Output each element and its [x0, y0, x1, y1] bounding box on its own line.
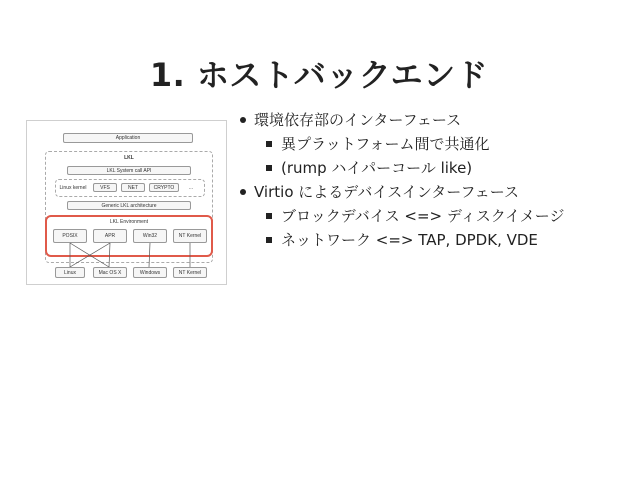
host-macos-box: Mac OS X — [93, 267, 127, 278]
slide-title: 1. ホストバックエンド — [149, 56, 489, 94]
linux-kernel-label: Linux kernel — [59, 184, 87, 191]
bullet-square-icon — [266, 165, 272, 171]
sub-bullet-item — [240, 156, 630, 180]
sub-bullet-item — [240, 228, 630, 252]
net-box: NET — [121, 183, 145, 192]
more-subsystems: ... — [188, 184, 194, 191]
sub-bullet-item — [240, 132, 630, 156]
bullet-text: ブロックデバイス <=> ディスクイメージ — [281, 207, 565, 225]
sub-bullet-item — [240, 204, 630, 228]
vfs-box: VFS — [93, 183, 117, 192]
host-windows-box: Windows — [133, 267, 167, 278]
lkl-architecture-diagram — [26, 120, 227, 285]
bullet-square-icon — [266, 213, 272, 219]
env-nt-kernel-box: NT Kernel — [173, 229, 207, 243]
lkl-label: LKL — [124, 155, 134, 161]
bullet-text: 環境依存部のインターフェース — [254, 111, 462, 129]
application-box: Application — [63, 133, 193, 143]
bullet-text: 異プラットフォーム間で共通化 — [281, 135, 490, 153]
bullet-dot-icon — [240, 117, 246, 123]
bullet-square-icon — [266, 237, 272, 243]
bullet-square-icon — [266, 141, 272, 147]
crypto-box: CRYPTO — [149, 183, 179, 192]
syscall-api-box: LKL System call API — [67, 166, 191, 175]
bullet-text: Virtio によるデバイスインターフェース — [254, 183, 520, 201]
connector-lines — [27, 121, 228, 286]
bullet-dot-icon — [240, 189, 246, 195]
environment-label: LKL Environment — [109, 219, 149, 225]
generic-arch-box: Generic LKL architecture — [67, 201, 191, 210]
host-nt-kernel-box: NT Kernel — [173, 267, 207, 278]
bullet-item — [240, 108, 630, 132]
bullet-text: ネットワーク <=> TAP, DPDK, VDE — [281, 231, 538, 249]
env-posix-box: POSIX — [53, 229, 87, 243]
host-linux-box: Linux — [55, 267, 85, 278]
env-win32-box: Win32 — [133, 229, 167, 243]
bullet-list — [240, 108, 630, 252]
bullet-text: (rump ハイパーコール like) — [281, 159, 473, 177]
bullet-item — [240, 180, 630, 204]
env-apr-box: APR — [93, 229, 127, 243]
